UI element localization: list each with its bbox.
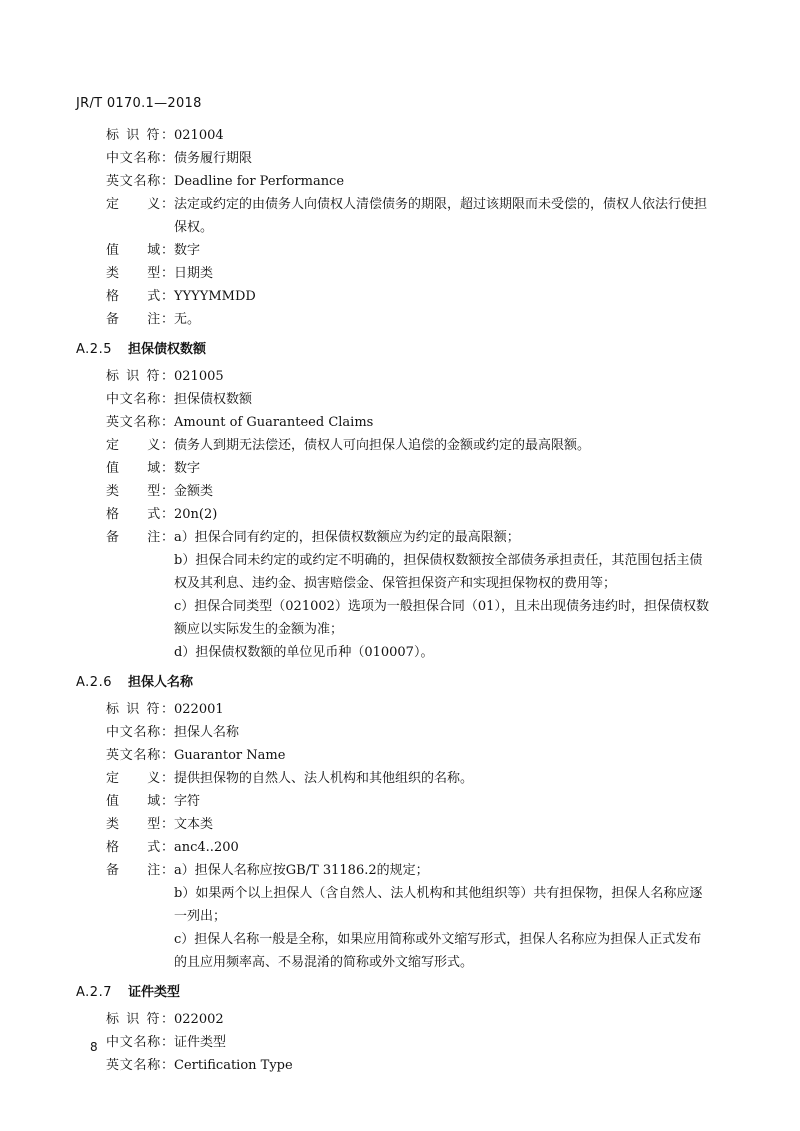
note-label: 备 注： bbox=[106, 863, 174, 878]
section-heading-a26 bbox=[0, 668, 800, 698]
en-name-label: 英文名称： bbox=[106, 174, 174, 189]
id-label: 标 识 符： bbox=[106, 702, 174, 717]
cn-name-label: 中文名称： bbox=[106, 725, 174, 740]
id-label: 标 识 符： bbox=[106, 128, 174, 143]
domain-label: 值 域： bbox=[106, 461, 174, 476]
format-label: 格 式： bbox=[106, 289, 174, 304]
cn-name-value: 债务履行期限 bbox=[174, 151, 253, 166]
domain-value: 数字 bbox=[174, 461, 201, 476]
note-item: c）担保合同类型（021002）选项为一般担保合同（01），且未出现债务违约时，担保债权数额应以实际发生的金额为准； bbox=[174, 599, 709, 637]
cn-name-label: 中文名称： bbox=[106, 392, 174, 407]
note-item: c）担保人名称一般是全称，如果应用简称或外文缩写形式，担保人名称应为担保人正式发布的且应用频率高、不易混淆的简称或外文缩写形式。 bbox=[174, 932, 702, 970]
id-value: 022001 bbox=[174, 702, 224, 717]
id-label: 标 识 符： bbox=[106, 369, 174, 384]
format-label: 格 式： bbox=[106, 840, 174, 855]
type-value: 金额类 bbox=[174, 484, 214, 499]
definition-label: 定 义： bbox=[106, 771, 174, 786]
en-name-value: Guarantor Name bbox=[174, 748, 286, 763]
note-item: d）担保债权数额的单位见币种（010007）。 bbox=[174, 645, 434, 660]
cn-name-value: 担保债权数额 bbox=[174, 392, 253, 407]
entry-022002 bbox=[0, 1008, 800, 1077]
domain-value: 字符 bbox=[174, 794, 201, 809]
cn-name-value: 担保人名称 bbox=[174, 725, 240, 740]
format-value: 20n(2) bbox=[174, 507, 218, 522]
section-heading-a25 bbox=[0, 335, 800, 365]
entry-021004 bbox=[0, 124, 800, 331]
cn-name-value: 证件类型 bbox=[174, 1035, 227, 1050]
definition-label: 定 义： bbox=[106, 197, 174, 212]
cn-name-label: 中文名称： bbox=[106, 1035, 174, 1050]
cn-name-label: 中文名称： bbox=[106, 151, 174, 166]
format-value: anc4..200 bbox=[174, 840, 239, 855]
section-number: A.2.7 bbox=[76, 985, 112, 1000]
definition-value: 法定或约定的由债务人向债权人清偿债务的期限，超过该期限而未受偿的，债权人依法行使担保权。 bbox=[174, 197, 708, 235]
note-value: 无。 bbox=[174, 312, 201, 327]
document-body bbox=[0, 124, 800, 1077]
section-number: A.2.5 bbox=[76, 342, 112, 357]
en-name-label: 英文名称： bbox=[106, 748, 174, 763]
note-label: 备 注： bbox=[106, 312, 174, 327]
definition-label: 定 义： bbox=[106, 438, 174, 453]
en-name-label: 英文名称： bbox=[106, 1058, 174, 1073]
definition-value: 提供担保物的自然人、法人机构和其他组织的名称。 bbox=[174, 771, 474, 786]
entry-022001 bbox=[0, 698, 800, 974]
section-title: 担保债权数额 bbox=[128, 342, 207, 357]
id-label: 标 识 符： bbox=[106, 1012, 174, 1027]
entry-021005 bbox=[0, 365, 800, 664]
domain-label: 值 域： bbox=[106, 794, 174, 809]
note-item: b）担保合同未约定的或约定不明确的，担保债权数额按全部债务承担责任，其范围包括主债权及其利息、违约金、损害赔偿金、保管担保资产和实现担保物权的费用等； bbox=[174, 553, 703, 591]
type-label: 类 型： bbox=[106, 266, 174, 281]
page-number: 8 bbox=[90, 1040, 98, 1054]
format-label: 格 式： bbox=[106, 507, 174, 522]
en-name-label: 英文名称： bbox=[106, 415, 174, 430]
id-value: 021005 bbox=[174, 369, 224, 384]
notes-block bbox=[0, 859, 800, 974]
note-label: 备 注： bbox=[106, 530, 174, 545]
format-value: YYYYMMDD bbox=[174, 289, 256, 304]
type-label: 类 型： bbox=[106, 817, 174, 832]
section-title: 证件类型 bbox=[128, 985, 181, 1000]
section-heading-a27 bbox=[0, 978, 800, 1008]
note-item: b）如果两个以上担保人（含自然人、法人机构和其他组织等）共有担保物，担保人名称应逐一列出； bbox=[174, 886, 703, 924]
id-value: 021004 bbox=[174, 128, 224, 143]
domain-label: 值 域： bbox=[106, 243, 174, 258]
en-name-value: Certification Type bbox=[174, 1058, 293, 1073]
section-number: A.2.6 bbox=[76, 675, 112, 690]
en-name-value: Amount of Guaranteed Claims bbox=[174, 415, 374, 430]
en-name-value: Deadline for Performance bbox=[174, 174, 345, 189]
note-item: a）担保人名称应按GB/T 31186.2的规定； bbox=[174, 863, 429, 878]
document-code: JR/T 0170.1—2018 bbox=[76, 96, 202, 111]
definition-value: 债务人到期无法偿还，债权人可向担保人追偿的金额或约定的最高限额。 bbox=[174, 438, 591, 453]
type-value: 文本类 bbox=[174, 817, 214, 832]
note-item: a）担保合同有约定的，担保债权数额应为约定的最高限额； bbox=[174, 530, 520, 545]
section-title: 担保人名称 bbox=[128, 675, 194, 690]
notes-block bbox=[0, 526, 800, 664]
type-value: 日期类 bbox=[174, 266, 214, 281]
domain-value: 数字 bbox=[174, 243, 201, 258]
id-value: 022002 bbox=[174, 1012, 224, 1027]
type-label: 类 型： bbox=[106, 484, 174, 499]
